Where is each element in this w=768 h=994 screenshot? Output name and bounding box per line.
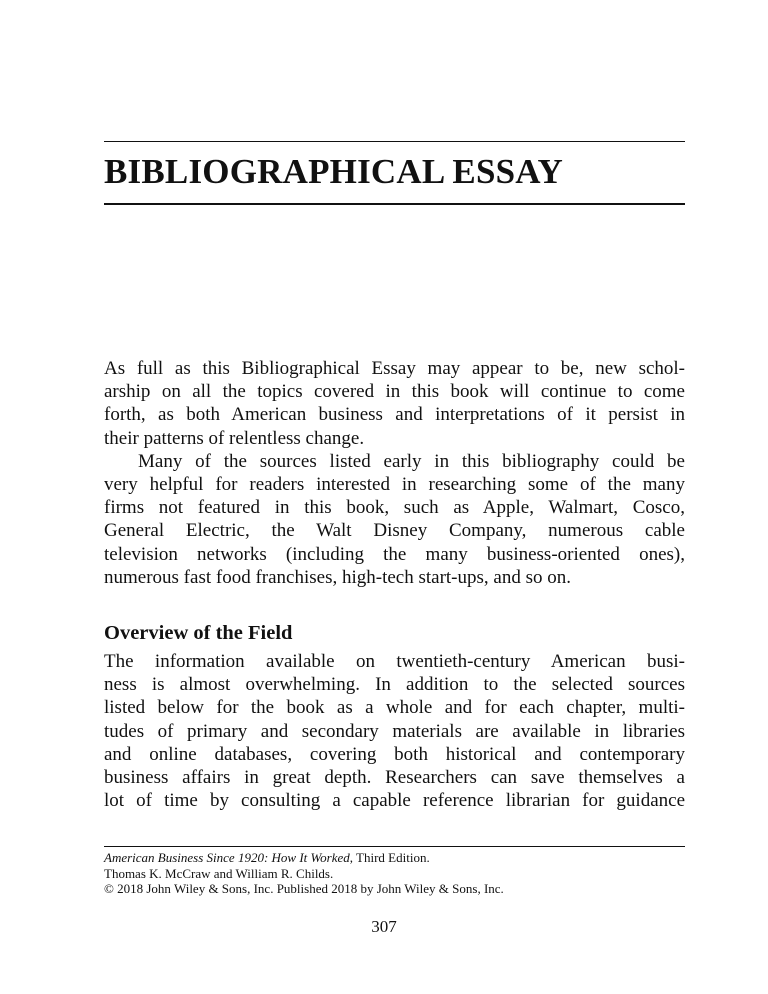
footer-copyright: © 2018 John Wiley & Sons, Inc. Published 2018 by John Wiley & Sons, Inc. xyxy=(104,881,504,896)
text-line: ness is almost overwhelming. In addition to the selected sources xyxy=(104,674,685,696)
page-number: 307 xyxy=(371,917,397,936)
text-line: As full as this Bibliographical Essay may appear to be, new schol- xyxy=(104,358,685,379)
footer-edition: , Third Edition. xyxy=(349,850,430,865)
text-line: firms not featured in this book, such as Apple, Walmart, Cosco, xyxy=(104,497,685,519)
text-line: arship on all the topics covered in this book will continue to come xyxy=(104,381,685,403)
text-line: General Electric, the Walt Disney Company, numerous cable xyxy=(104,520,685,542)
title-top-rule xyxy=(104,141,685,142)
intro-text xyxy=(104,357,685,589)
text-line: numerous fast food franchises, high-tech start-ups, and so on. xyxy=(104,566,571,588)
section-text xyxy=(104,650,685,812)
text-line: lot of time by consulting a capable reference librarian for guidance xyxy=(104,790,685,812)
text-line: tudes of primary and secondary materials are available in libraries xyxy=(104,720,685,742)
section-paragraph xyxy=(104,650,685,812)
text-line: television networks (including the many business-oriented ones), xyxy=(104,543,685,565)
footer-citation xyxy=(104,850,504,866)
text-line: their patterns of relentless change. xyxy=(104,427,365,449)
text-line: listed below for the book as a whole and for each chapter, multi- xyxy=(104,697,685,719)
footer-authors: Thomas K. McCraw and William R. Childs. xyxy=(104,865,334,881)
text-line: The information available on twentieth-century American busi- xyxy=(104,651,685,672)
text-line: very helpful for readers interested in researching some of the many xyxy=(104,474,685,496)
text-line: forth, as both American business and interpretations of it persist in xyxy=(104,404,685,426)
text-line: business affairs in great depth. Researchers can save themselves a xyxy=(104,767,685,789)
footer-rule xyxy=(104,846,685,847)
section-heading: Overview of the Field xyxy=(104,622,293,644)
chapter-title: BIBLIOGRAPHICAL ESSAY xyxy=(104,152,564,191)
text-line: and online databases, covering both historical and contemporary xyxy=(104,743,685,765)
intro-paragraph-1 xyxy=(104,357,685,450)
copyright-footer xyxy=(104,850,504,897)
intro-paragraph-2 xyxy=(104,450,685,589)
title-bottom-rule xyxy=(104,203,685,205)
footer-book-title: American Business Since 1920: How It Worked xyxy=(104,850,350,865)
text-line: Many of the sources listed early in this bibliography could be xyxy=(138,450,685,472)
